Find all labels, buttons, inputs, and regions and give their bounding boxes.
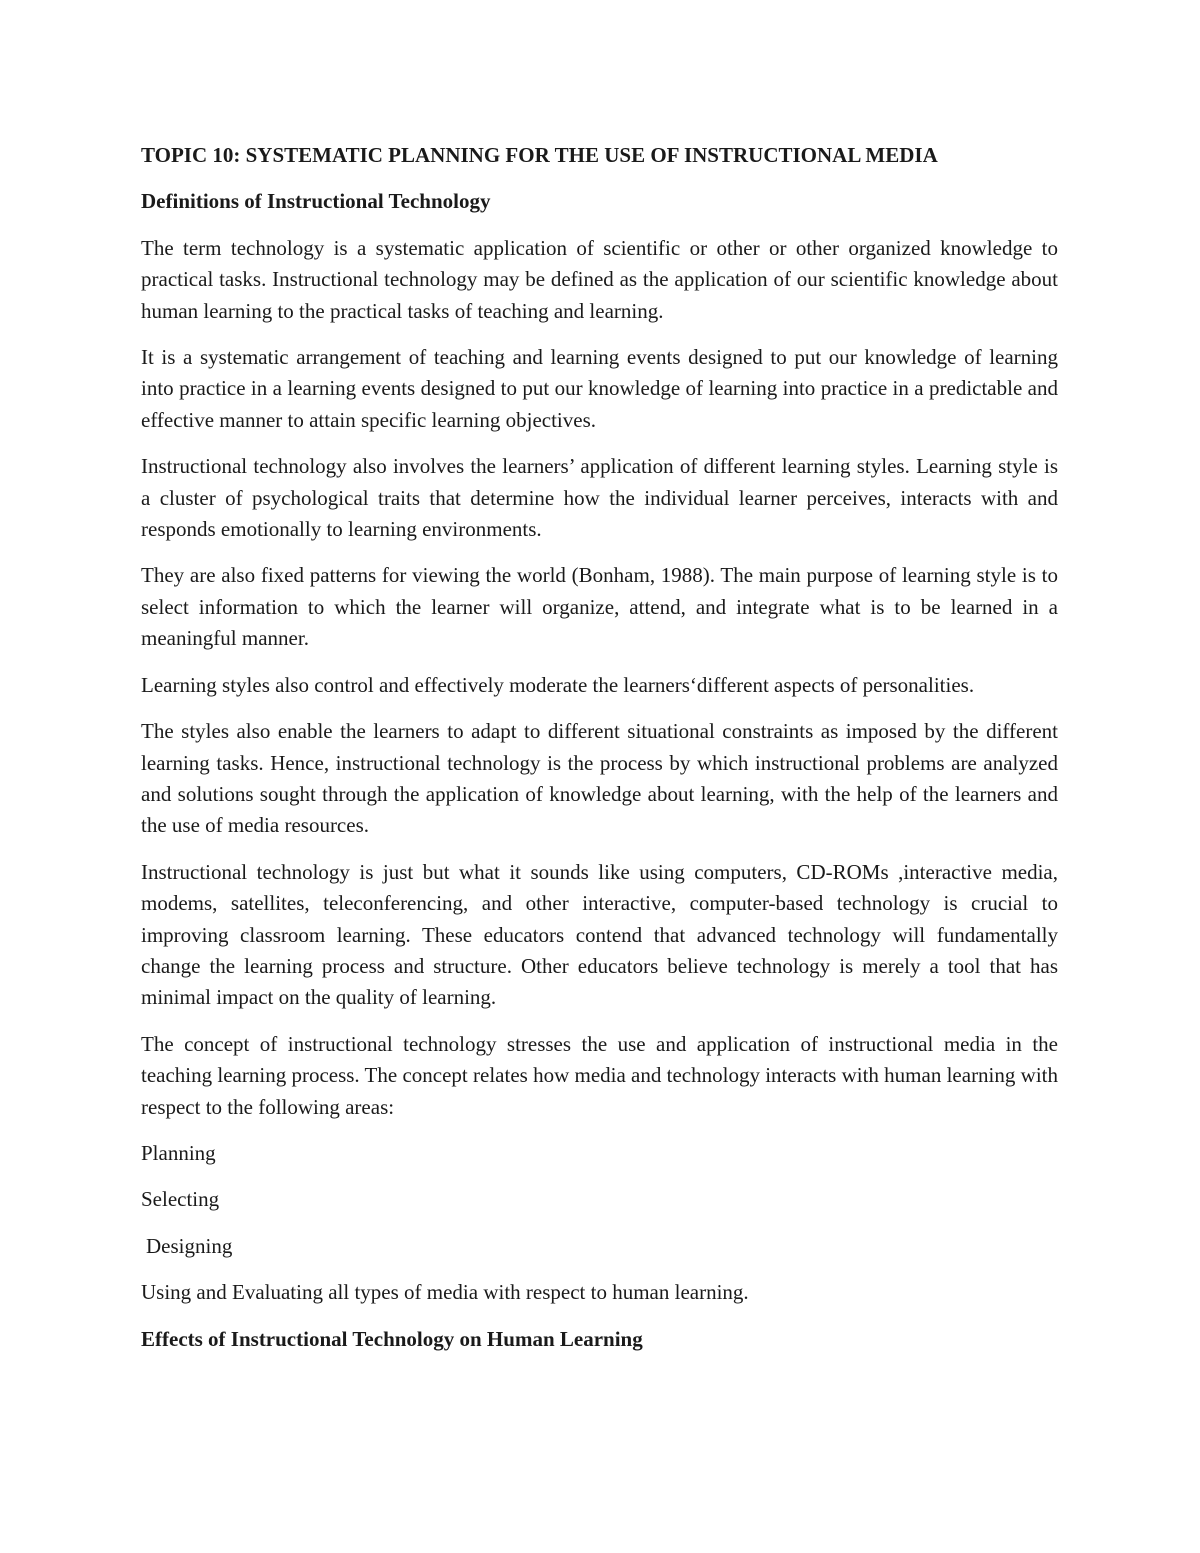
paragraph: It is a systematic arrangement of teaching and learning events designed to put our knowledge of learning into practice in a learning events designed to put our knowledge of learning into practice in a predictable and effective manner to attain specific learning objectives. <box>141 345 1058 432</box>
paragraph: Instructional technology is just but what it sounds like using computers, CD-ROMs ,interactive media, modems, satellites, teleconferencing, and other interactive, computer-based technology is crucial to improving classroom learning. These educators contend that advanced technology will fundamentally change the learning process and structure. Other educators believe technology is merely a tool that has minimal impact on the quality of learning. <box>141 859 1058 1010</box>
heading-definitions: Definitions of Instructional Technology <box>141 189 491 214</box>
paragraph: They are also fixed patterns for viewing the world (Bonham, 1988). The main purpose of learning style is to select information to which the learner will organize, attend, and integrate what is to be learned in a meaningful manner. <box>141 563 1058 651</box>
paragraph: The term technology is a systematic application of scientific or other or other organized knowledge to practical tasks. Instructional technology may be defined as the application of our scientific knowledge about human learning to the practical tasks of teaching and learning. <box>141 235 1058 323</box>
paragraph: Learning styles also control and effectively moderate the learners‘different aspects of personalities. <box>141 672 975 697</box>
heading-effects: Effects of Instructional Technology on Human Learning <box>141 1326 643 1351</box>
paragraph: The concept of instructional technology stresses the use and application of instructional media in the teaching learning process. The concept relates how media and technology interacts with human learning with respect to the following areas: <box>141 1031 1058 1119</box>
area-item-planning: Planning <box>141 1140 216 1165</box>
paragraph: Instructional technology also involves the learners’ application of different learning styles. Learning style is a cluster of psychological traits that determine how the individual learner perceives, interacts with and responds emotionally to learning environments. <box>141 454 1058 542</box>
document-title: TOPIC 10: SYSTEMATIC PLANNING FOR THE USE OF INSTRUCTIONAL MEDIA <box>141 143 938 167</box>
closing-line: Using and Evaluating all types of media with respect to human learning. <box>141 1280 749 1305</box>
area-item-designing: Designing <box>146 1233 233 1258</box>
paragraph: The styles also enable the learners to adapt to different situational constraints as imposed by the different learning tasks. Hence, instructional technology is the process by which instructional problems are analyzed and solutions sought through the application of knowledge about learning, with the help of the learners and the use of media resources. <box>141 719 1058 838</box>
document-page <box>141 140 1058 1370</box>
area-item-selecting: Selecting <box>141 1187 220 1212</box>
